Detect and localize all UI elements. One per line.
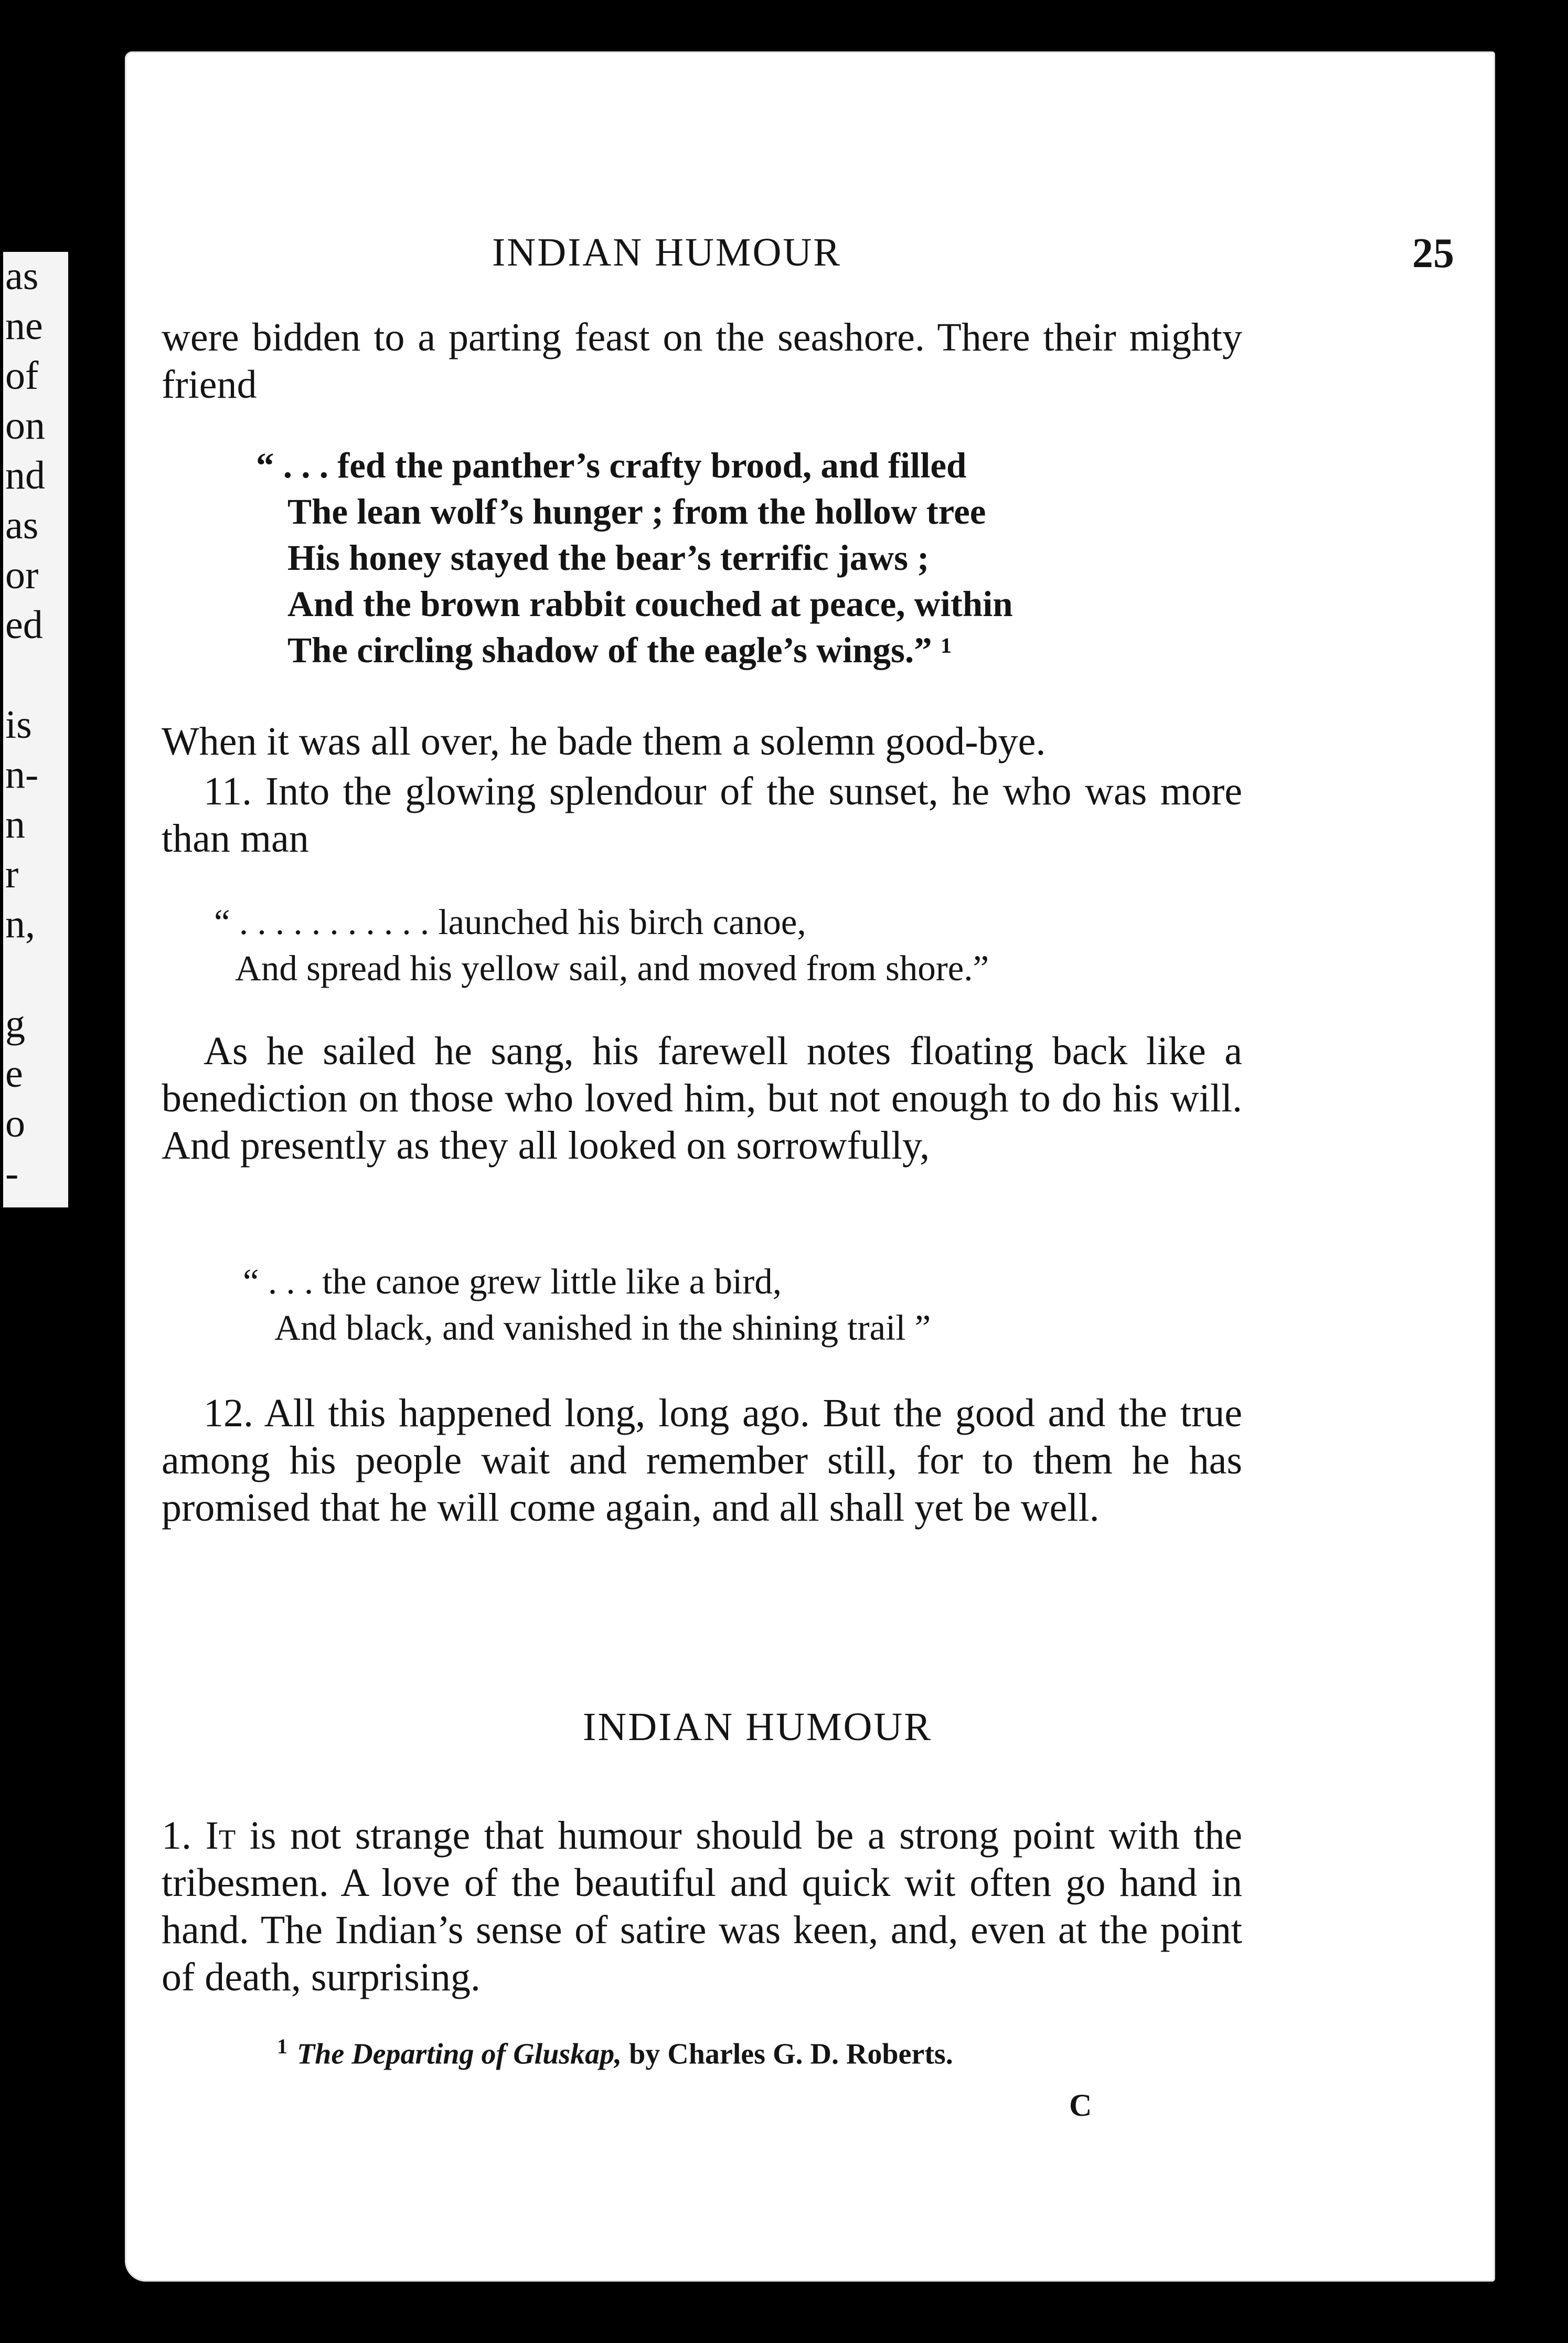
paragraph-12: 12. All this happened long, long ago. But the good and the true among his people wait and remember still, for to them he has promised that he will come again, and all shall yet be well. [162,1391,1242,1530]
left-fragment-line: as [5,505,39,547]
running-head: INDIAN HUMOUR [492,230,841,274]
page-header [125,230,1495,293]
left-fragment-line: of [5,356,39,398]
left-fragment-line: - [5,1153,19,1195]
paragraph-parting-feast: were bidden to a parting feast on the seashore. There their mighty friend [162,315,1242,407]
footnote-marker: 1 [277,2034,287,2058]
drop-word: It [205,1814,236,1858]
left-fragment-line [5,655,68,705]
paragraph-11: 11. Into the glowing splendour of the sunset, he who was more than man [162,769,1242,861]
paragraph-farewell: As he sailed he sang, his farewell notes floating back like a benediction on those who loved him, but not enough to do his will. And presently as they all looked on sorrowfully, [162,1029,1242,1168]
left-fragment-line: as [5,256,39,298]
footnote-title: The Departing of Gluskap, [297,2038,622,2071]
paragraph-text: is not strange that humour should be a strong point with the tribesmen. A love of the beautiful and quick wit often go hand in hand. The Indian’s sense of satire was keen, and, even at the point of death, surprising. [162,1814,1242,1999]
poem-line: “ . . . . . . . . . . . launched his birch canoe, [214,902,806,942]
page-number: 25 [1412,230,1454,277]
poem-line: His honey stayed the bear’s terrific jaws ; [287,538,930,578]
left-fragment-line: is [5,705,32,747]
left-fragment-line: ne [5,306,43,348]
footnote-attribution: by Charles G. D. Roberts. [622,2038,953,2071]
poem-quotation-3 [243,1258,931,1351]
signature-mark: C [1069,2088,1092,2123]
left-fragment-line: g [5,1004,25,1046]
left-fragment-line: e [5,1054,23,1096]
paragraph-good-bye: When it was all over, he bade them a solemn good-bye. [162,719,1046,764]
poem-line: And black, and vanished in the shining trail ” [274,1308,931,1348]
left-fragment-line: nd [5,455,45,497]
poem-line: And spread his yellow sail, and moved from shore.” [235,948,989,988]
left-fragment-line: on [5,406,45,448]
book-page [125,51,1495,2282]
left-fragment-line: or [5,555,39,597]
left-fragment-line [5,954,68,1004]
paragraph-number: 1. [162,1814,206,1858]
poem-line: “ . . . fed the panther’s crafty brood, and filled [256,446,967,485]
left-fragment-line: o [5,1104,25,1146]
left-fragment-line: ed [5,605,43,647]
left-page-fragment [3,252,68,1207]
paragraph-humour-1 [162,1812,1242,2001]
left-fragment-line: r [5,854,19,896]
left-fragment-line: n [5,804,25,846]
left-fragment-line: n- [5,755,39,797]
poem-line: And the brown rabbit couched at peace, within [287,584,1013,624]
left-fragment-line: n, [5,904,35,946]
footnote [277,2034,953,2071]
poem-line: “ . . . the canoe grew little like a bird, [243,1261,782,1301]
poem-quotation-2 [214,899,989,991]
section-title: INDIAN HUMOUR [583,1705,932,1749]
poem-quotation-1 [256,442,1013,673]
poem-line: The lean wolf’s hunger ; from the hollow tree [287,492,986,532]
poem-line: The circling shadow of the eagle’s wings.” ¹ [287,630,952,670]
